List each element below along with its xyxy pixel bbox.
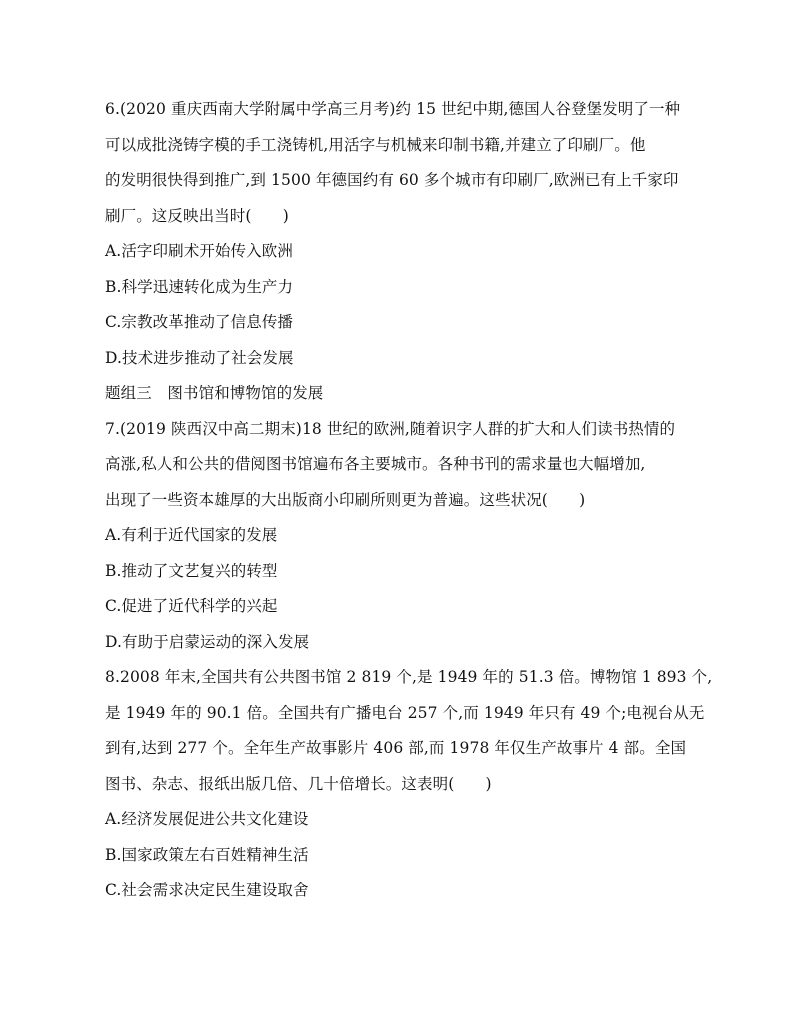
q7-stem-line-3: 出现了一些资本雄厚的大出版商小印刷所则更为普遍。这些状况( ) (105, 490, 586, 509)
q8-stem-line-4: 图书、杂志、报纸出版几倍、几十倍增长。这表明( ) (105, 774, 492, 793)
q6-option-b: B.科学迅速转化成为生产力 (105, 277, 294, 296)
q7-stem-line-1: 7.(2019 陕西汉中高二期末)18 世纪的欧洲,随着识字人群的扩大和人们读书热情的 (105, 419, 676, 438)
q6-stem-line-1: 6.(2020 重庆西南大学附属中学高三月考)约 15 世纪中期,德国人谷登堡发明了一种 (105, 100, 681, 118)
section-heading: 题组三 图书馆和博物馆的发展 (105, 384, 324, 402)
q8-option-c: C.社会需求决定民生建设取舍 (105, 881, 309, 899)
q8-stem-line-2: 是 1949 年的 90.1 倍。全国共有广播电台 257 个,而 1949 年只有 49 个;电视台从无 (105, 703, 705, 722)
q7-option-b: B.推动了文艺复兴的转型 (105, 561, 278, 580)
q7-option-c: C.促进了近代科学的兴起 (105, 597, 278, 615)
q6-stem-line-4: 刷厂。这反映出当时( ) (105, 206, 289, 225)
q8-stem-line-1: 8.2008 年末,全国共有公共图书馆 2 819 个,是 1949 年的 51.3 倍。博物馆 1 893 个, (105, 668, 713, 686)
q8-stem-line-3: 到有,达到 277 个。全年生产故事影片 406 部,而 1978 年仅生产故事片 4 部。全国 (105, 739, 687, 757)
q6-option-c: C.宗教改革推动了信息传播 (105, 313, 294, 331)
q8-option-a: A.经济发展促进公共文化建设 (105, 810, 309, 828)
q6-stem-line-3: 的发明很快得到推广,到 1500 年德国约有 60 多个城市有印刷厂,欧洲已有上千家印 (105, 171, 679, 189)
q7-option-d: D.有助于启蒙运动的深入发展 (105, 632, 310, 651)
q6-option-a: A.活字印刷术开始传入欧洲 (105, 242, 293, 260)
q7-stem-line-2: 高涨,私人和公共的借阅图书馆遍布各主要城市。各种书刊的需求量也大幅增加, (105, 455, 646, 473)
q6-option-d: D.技术进步推动了社会发展 (105, 348, 294, 367)
q7-option-a: A.有利于近代国家的发展 (105, 526, 278, 544)
q8-option-b: B.国家政策左右百姓精神生活 (105, 845, 309, 864)
q6-stem-line-2: 可以成批浇铸字模的手工浇铸机,用活字与机械来印制书籍,并建立了印刷厂。他 (105, 135, 646, 154)
